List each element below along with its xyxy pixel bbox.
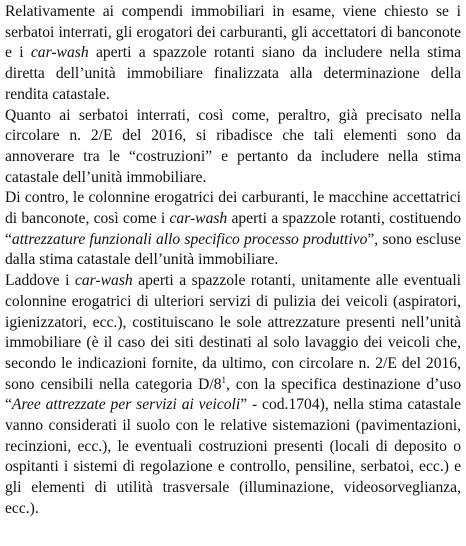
text-run-italic: car-wash — [30, 44, 89, 62]
text-run: aperti a spazzole rotanti, unitamente alle eventuali colonnine erogatrici di ulteriori servizi di pulizia dei veicoli (aspiratori, igienizzatori, ecc.), costituiscano le sole attrezzature presenti nell’unità immobiliare (è il caso dei siti destinati al solo lavaggio dei veicoli che, secondo le indicazioni fornite, da ultimo, con circolare n. 2/E del 2016, sono censibili nella categoria D/8 — [5, 272, 462, 393]
text-run: aperti a spazzole rotanti siano da includere nella stima diretta dell’unità immobiliare finalizzata alla determinazione della rendita catastale. — [5, 44, 461, 103]
text-run: , con la specifica destinazione d’uso “ — [5, 375, 461, 414]
paragraph-request — [5, 2, 461, 106]
text-run-italic: Aree attrezzate per servizi ai veicoli — [11, 396, 241, 414]
text-run: Relativamente ai compendi immobiliari in esame, viene chiesto se i serbatoi interrati, gli erogatori dei carburanti, gli accettatori di banconote e i — [5, 3, 461, 62]
text-run: Di contro, le colonnine erogatrici dei carburanti, le macchine accettatrici di banconote, così come i — [5, 189, 461, 228]
footnote-marker: 1 — [221, 374, 227, 385]
paragraph-carwash-only — [5, 271, 461, 519]
text-run: ” - cod.1704), nella stima catastale vanno considerati il suolo con le relative sistemazioni (pavimentazioni, recinzioni, ecc.), le eventuali costruzioni presenti (locali di deposito o ospitanti i sistemi di regolazione e controllo, pensiline, serbatoi, ecc.) e gli elementi di utilità trasversale (illuminazione, videosorveglianza, ecc.). — [5, 396, 461, 517]
text-run-italic: attrezzature funzionali allo specifico processo produttivo — [11, 230, 368, 248]
text-run-italic: car-wash — [74, 272, 133, 290]
text-run: ”, sono escluse dalla stima catastale dell’unità immobiliare. — [5, 230, 461, 269]
paragraph-exclusions — [5, 188, 461, 271]
document-body — [5, 2, 461, 520]
text-run: Laddove i — [5, 272, 75, 290]
text-run: aperti a spazzole rotanti, costituendo “ — [5, 210, 461, 248]
paragraph-tanks — [5, 106, 461, 189]
text-run: Quanto ai serbatoi interrati, così come, peraltro, già precisato nella circolare n. 2/E del 2016, si ribadisce che tali elementi sono da annoverare tra le “costruzioni” e pertanto da includere nella stima catastale dell’unità immobiliare. — [5, 106, 461, 186]
text-run-italic: car-wash — [169, 210, 228, 228]
